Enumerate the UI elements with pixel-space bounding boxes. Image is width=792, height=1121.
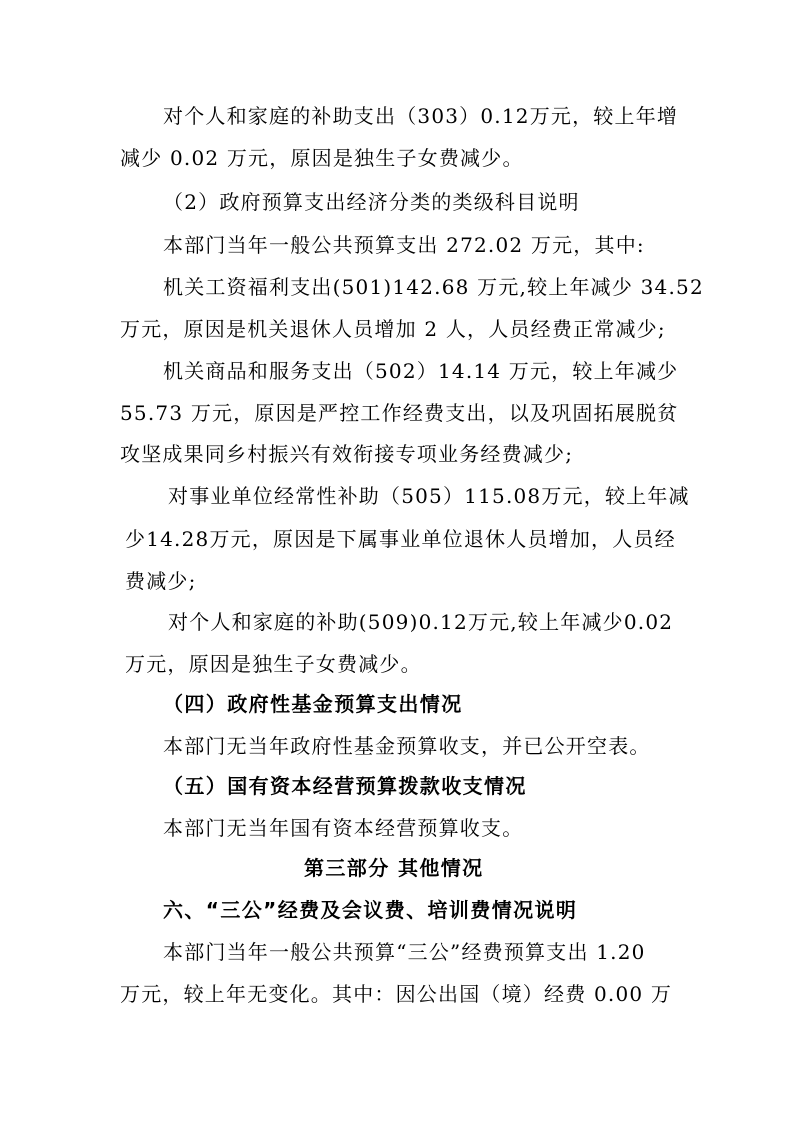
paragraph-line: 少14.28万元，原因是下属事业单位退休人员增加，人员经: [125, 527, 676, 551]
paragraph-line: 机关工资福利支出(501)142.68 万元,较上年减少 34.52: [163, 275, 704, 299]
paragraph-line: 攻坚成果同乡村振兴有效衔接专项业务经费减少;: [120, 442, 574, 466]
paragraph-line: 本部门无当年政府性基金预算收支，并已公开空表。: [163, 734, 651, 758]
paragraph-line: 本部门无当年国有资本经营预算收支。: [163, 816, 524, 840]
paragraph-line: 对事业单位经常性补助（505）115.08万元，较上年减: [168, 484, 690, 508]
paragraph-line: 机关商品和服务支出（502）14.14 万元，较上年减少: [163, 359, 679, 383]
subsection-heading: （2）政府预算支出经济分类的类级科目说明: [163, 190, 580, 214]
section-heading-6: 六、“三公”经费及会议费、培训费情况说明: [163, 898, 578, 922]
paragraph-line: 对个人和家庭的补助支出（303）0.12万元，较上年增: [163, 104, 679, 128]
part-title: 第三部分 其他情况: [304, 856, 484, 880]
paragraph-line: 万元，原因是机关退休人员增加 2 人，人员经费正常减少;: [120, 317, 666, 341]
paragraph-line: 本部门当年一般公共预算“三公”经费预算支出 1.20: [163, 940, 646, 964]
paragraph-line: 55.73 万元，原因是严控工作经费支出，以及巩固拓展脱贫: [120, 401, 679, 425]
paragraph-line: 费减少;: [125, 569, 197, 593]
paragraph-line: 对个人和家庭的补助(509)0.12万元,较上年减少0.02: [168, 610, 674, 634]
section-heading-5: （五）国有资本经营预算拨款收支情况: [163, 774, 527, 798]
section-heading-4: （四）政府性基金预算支出情况: [163, 692, 463, 716]
paragraph-line: 本部门当年一般公共预算支出 272.02 万元，其中:: [163, 233, 645, 257]
paragraph-line: 减少 0.02 万元，原因是独生子女费减少。: [120, 146, 524, 170]
paragraph-line: 万元，较上年无变化。其中：因公出国（境）经费 0.00 万: [120, 982, 673, 1006]
paragraph-line: 万元，原因是独生子女费减少。: [125, 652, 422, 676]
